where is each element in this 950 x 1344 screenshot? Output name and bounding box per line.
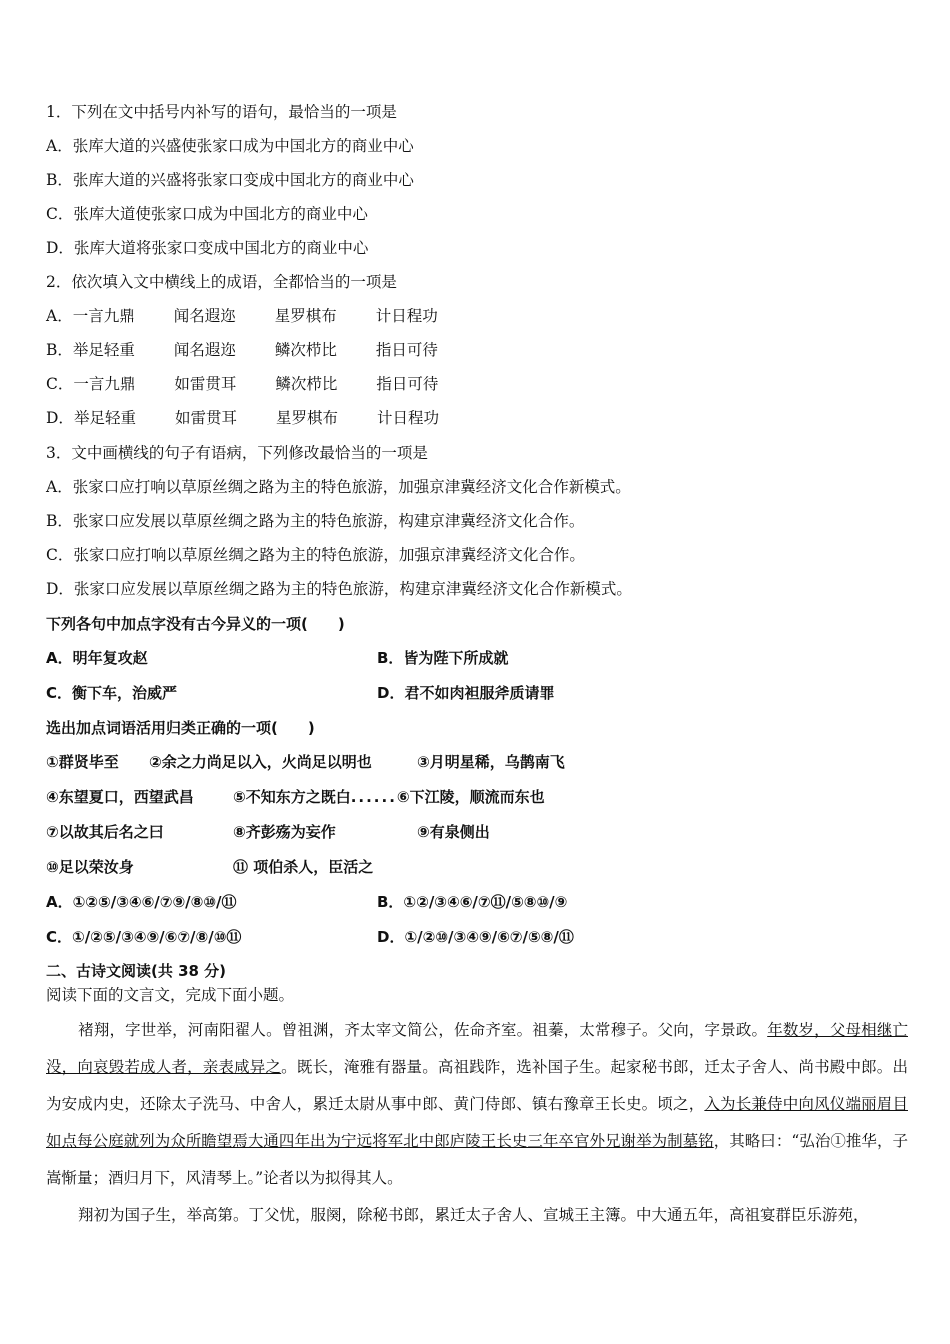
passage-text: 褚翔，字世举，河南阳翟人。曾祖渊，齐太宰文简公，佐命齐室。祖蓁，太常穆子。父向，字景政。	[78, 1021, 768, 1039]
q5-item: ⑧齐彭殇为妄作	[233, 823, 336, 841]
q4-row1	[46, 648, 148, 668]
q5-option-c: C．①/②⑤/③④⑨/⑥⑦/⑧/⑩⑪	[46, 928, 242, 946]
q2-word: 如雷贯耳	[174, 409, 237, 427]
q5-option-a: A．①②⑤/③④⑥/⑦⑨/⑧⑩/⑪	[46, 893, 237, 911]
q2-word: 一言九鼎	[72, 307, 135, 325]
q5-row1	[46, 752, 565, 772]
q5-item: ③月明星稀，乌鹊南飞	[417, 753, 565, 771]
q1-option-a: A．张库大道的兴盛使张家口成为中国北方的商业中心	[46, 137, 414, 155]
q3-option-b: B．张家口应发展以草原丝绸之路为主的特色旅游，构建京津冀经济文化合作。	[46, 512, 585, 530]
q2-word: 星罗棋布	[274, 307, 337, 325]
q3-option-c: C．张家口应打响以草原丝绸之路为主的特色旅游，加强京津冀经济文化合作。	[46, 546, 585, 564]
passage-paragraph-2	[46, 1197, 908, 1234]
q5-option-b: B．①②/③④⑥/⑦⑪/⑤⑧⑩/⑨	[377, 893, 568, 911]
q2-word: 计日程功	[375, 307, 438, 325]
underlined-sentence-1: 年数岁，父母相继亡没，向哀毁若成人者，亲表咸异之	[46, 1021, 908, 1076]
q2-word: 如雷贯耳	[174, 375, 237, 393]
q2-option-letter: C．	[46, 375, 74, 393]
q5-stem: 选出加点词语活用归类正确的一项( )	[46, 719, 315, 737]
q1-stem: 1．下列在文中括号内补写的语句，最恰当的一项是	[46, 103, 397, 121]
q5-item: ⑪ 项伯杀人，臣活之	[233, 858, 374, 876]
q5-item: ⑥下江陵，顺流而东也	[396, 788, 545, 806]
q5-item: ⑦以故其后名之曰	[46, 823, 164, 841]
q2-word: 星罗棋布	[275, 409, 338, 427]
q5-row4	[46, 857, 373, 877]
q2-word: 指日可待	[375, 341, 438, 359]
q3-option-a: A．张家口应打响以草原丝绸之路为主的特色旅游，加强京津冀经济文化合作新模式。	[46, 478, 631, 496]
q3-option-d: D．张家口应发展以草原丝绸之路为主的特色旅游，构建京津冀经济文化合作新模式。	[46, 580, 632, 598]
passage-text: 。既长，淹雅有器量。高祖践阼，选补国子生。起家秘书郎，迁太子舍人、尚书殿中郎。出为安成内史，还除太子洗马、中舍人，累迁太尉从事中郎、黄门侍郎、镇右豫章王长史。顷之，	[46, 1058, 908, 1113]
q5-item: ⑨有泉侧出	[417, 823, 490, 841]
q4-option-b: B．皆为陛下所成就	[377, 649, 509, 667]
q5-row2	[46, 787, 545, 807]
q2-option-d	[46, 408, 439, 428]
q5-item: ⑤不知东方之既白	[233, 788, 351, 806]
underlined-sentence-2: 入为长兼侍中向风仪端丽眉目如点每公庭就列为众所瞻望焉大通四年出为宁远将军北中郎庐陵王长史三年卒官外兄谢举为制墓铭	[46, 1095, 908, 1150]
passage-text: 翔初为国子生，举高第。丁父忧，服阕，除秘书郎，累迁太子舍人、宣城王主簿。中大通五年，高祖宴群臣乐游苑，	[78, 1206, 869, 1224]
q2-word: 鳞次栉比	[275, 375, 338, 393]
q1-option-b: B．张库大道的兴盛将张家口变成中国北方的商业中心	[46, 171, 414, 189]
q2-option-b	[46, 340, 438, 360]
q4-option-a: A．明年复攻赵	[46, 649, 148, 667]
q4-stem: 下列各句中加点字没有古今异义的一项( )	[46, 615, 345, 633]
q4-option-d: D．君不如肉袒服斧质请罪	[377, 684, 555, 702]
section-title: 二、古诗文阅读(共 38 分)	[46, 962, 227, 980]
q2-word: 举足轻重	[72, 341, 135, 359]
q5-option-d: D．①/②⑩/③④⑨/⑥⑦/⑤⑧/⑪	[377, 928, 574, 946]
q4-option-c: C．衡下车，治威严	[46, 684, 178, 702]
q2-word: 一言九鼎	[73, 375, 136, 393]
q3-stem: 3．文中画横线的句子有语病，下列修改最恰当的一项是	[46, 444, 428, 462]
q1-option-c: C．张库大道使张家口成为中国北方的商业中心	[46, 205, 368, 223]
q2-word: 指日可待	[376, 375, 439, 393]
passage-paragraph-1	[46, 1012, 908, 1202]
q2-option-letter: A．	[46, 307, 73, 325]
q2-option-letter: B．	[46, 341, 73, 359]
q2-option-a	[46, 306, 438, 326]
q2-option-letter: D．	[46, 409, 74, 427]
section-intro: 阅读下面的文言文，完成下面小题。	[46, 986, 295, 1004]
q2-word: 鳞次栉比	[274, 341, 337, 359]
q5-item: ②余之力尚足以入，火尚足以明也	[149, 753, 372, 771]
q2-word: 举足轻重	[73, 409, 136, 427]
q5-item: ④东望夏口，西望武昌	[46, 788, 194, 806]
q5-item: ⑩足以荣汝身	[46, 858, 134, 876]
q2-word: 计日程功	[376, 409, 439, 427]
q1-option-d: D．张库大道将张家口变成中国北方的商业中心	[46, 239, 369, 257]
q5-dot-marks: ......	[350, 788, 397, 806]
q2-word: 闻名遐迩	[173, 341, 236, 359]
q2-stem: 2．依次填入文中横线上的成语，全都恰当的一项是	[46, 273, 397, 291]
q5-row3	[46, 822, 490, 842]
q2-option-c	[46, 374, 438, 394]
passage-text: ，其略曰：“弘治①推华，子嵩惭量；酒归月下，风清琴上。”论者以为拟得其人。	[46, 1132, 908, 1187]
q5-item: ①群贤毕至	[46, 753, 119, 771]
q2-word: 闻名遐迩	[173, 307, 236, 325]
